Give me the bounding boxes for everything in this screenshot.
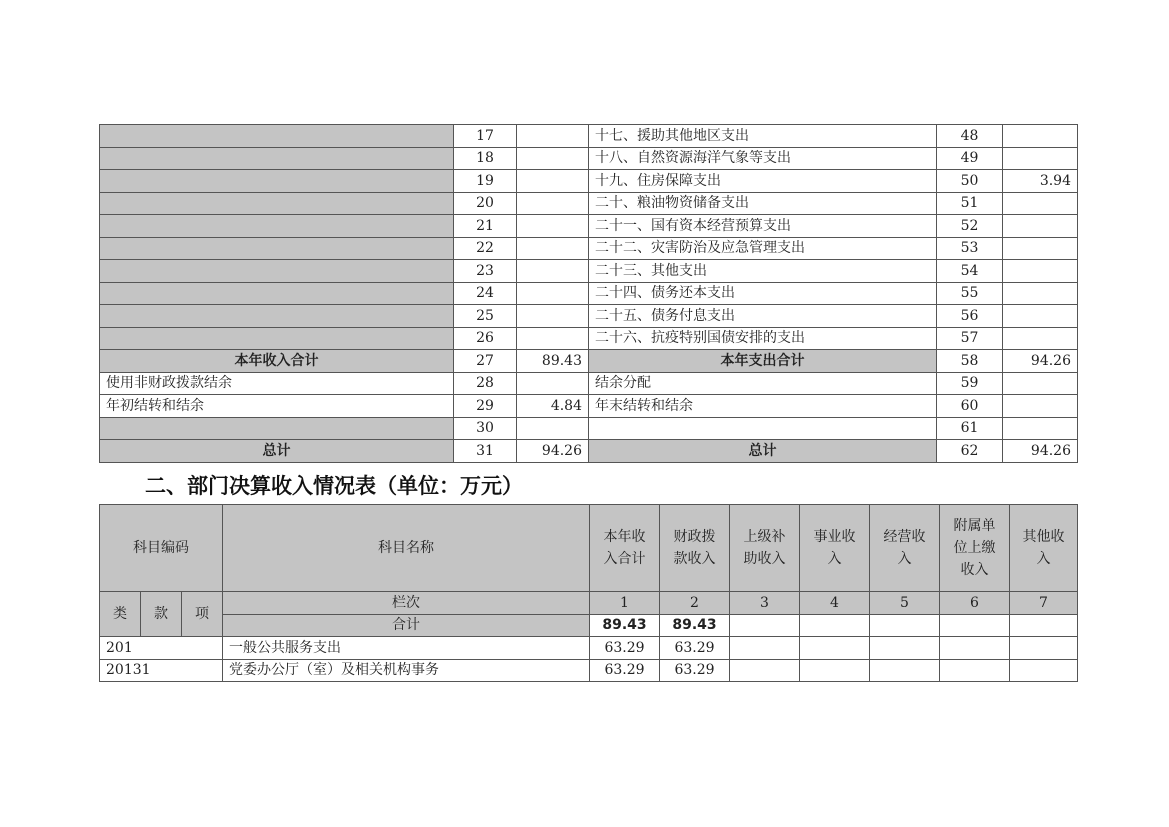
total-value <box>1010 614 1078 637</box>
income-amount: 94.26 <box>517 440 589 463</box>
expense-amount <box>1003 305 1078 328</box>
income-item-label <box>100 237 454 260</box>
expense-amount <box>1003 395 1078 418</box>
subject-name: 一般公共服务支出 <box>223 637 590 660</box>
xiang-header: 项 <box>182 592 223 637</box>
income-line-no: 30 <box>454 417 517 440</box>
income-item-label <box>100 215 454 238</box>
expense-line-no: 51 <box>937 192 1003 215</box>
income-rows <box>100 637 1078 682</box>
income-line-no: 23 <box>454 260 517 283</box>
col-header: 上级补 助收入 <box>730 505 800 592</box>
total-value: 89.43 <box>590 614 660 637</box>
expense-item-label: 二十五、债务付息支出 <box>589 305 937 328</box>
expense-item-label <box>589 417 937 440</box>
expense-item-label: 本年支出合计 <box>589 350 937 373</box>
expense-amount: 94.26 <box>1003 440 1078 463</box>
expense-amount <box>1003 215 1078 238</box>
col-header: 附属单 位上缴 收入 <box>940 505 1010 592</box>
section-title: 二、部门决算收入情况表（单位：万元） <box>145 474 523 498</box>
income-item-label: 总计 <box>100 440 454 463</box>
col-header: 财政拨 款收入 <box>660 505 730 592</box>
expense-item-label: 结余分配 <box>589 372 937 395</box>
income-line-no: 29 <box>454 395 517 418</box>
expense-item-label: 二十一、国有资本经营预算支出 <box>589 215 937 238</box>
income-value: 63.29 <box>660 637 730 660</box>
income-line-no: 22 <box>454 237 517 260</box>
expense-amount <box>1003 237 1078 260</box>
income-line-no: 26 <box>454 327 517 350</box>
lanci-num: 7 <box>1010 592 1078 615</box>
total-value <box>870 614 940 637</box>
fund-summary-row <box>100 170 1078 193</box>
income-value: 63.29 <box>660 659 730 682</box>
expense-amount <box>1003 282 1078 305</box>
income-item-label <box>100 417 454 440</box>
lanci-num: 2 <box>660 592 730 615</box>
income-amount: 4.84 <box>517 395 589 418</box>
fund-summary-row <box>100 125 1078 148</box>
fund-summary-row <box>100 147 1078 170</box>
income-row <box>100 637 1078 660</box>
income-table-header-row <box>100 505 1078 592</box>
col-header: 事业收 入 <box>800 505 870 592</box>
income-item-label <box>100 125 454 148</box>
income-line-no: 19 <box>454 170 517 193</box>
expense-line-no: 52 <box>937 215 1003 238</box>
expense-line-no: 62 <box>937 440 1003 463</box>
income-item-label <box>100 192 454 215</box>
expense-amount <box>1003 327 1078 350</box>
expense-line-no: 59 <box>937 372 1003 395</box>
expense-line-no: 53 <box>937 237 1003 260</box>
income-line-no: 20 <box>454 192 517 215</box>
fund-summary-row <box>100 440 1078 463</box>
income-value: 63.29 <box>590 659 660 682</box>
expense-line-no: 58 <box>937 350 1003 373</box>
income-value <box>940 637 1010 660</box>
expense-line-no: 57 <box>937 327 1003 350</box>
income-value <box>730 637 800 660</box>
income-line-no: 21 <box>454 215 517 238</box>
expense-item-label: 十九、住房保障支出 <box>589 170 937 193</box>
income-amount <box>517 170 589 193</box>
expense-item-label: 年末结转和结余 <box>589 395 937 418</box>
col-header: 其他收 入 <box>1010 505 1078 592</box>
income-amount <box>517 417 589 440</box>
expense-item-label: 总计 <box>589 440 937 463</box>
income-value: 63.29 <box>590 637 660 660</box>
fund-summary-row <box>100 327 1078 350</box>
expense-item-label: 二十、粮油物资储备支出 <box>589 192 937 215</box>
income-amount <box>517 305 589 328</box>
col-header: 经营收 入 <box>870 505 940 592</box>
lanci-num: 5 <box>870 592 940 615</box>
expense-amount <box>1003 147 1078 170</box>
income-table <box>99 504 1078 682</box>
income-value <box>870 659 940 682</box>
income-item-label <box>100 260 454 283</box>
lanci-num: 3 <box>730 592 800 615</box>
expense-item-label: 二十三、其他支出 <box>589 260 937 283</box>
fund-summary-row <box>100 282 1078 305</box>
fund-summary-row <box>100 417 1078 440</box>
income-amount <box>517 147 589 170</box>
expense-item-label: 二十四、债务还本支出 <box>589 282 937 305</box>
expense-item-label: 二十二、灾害防治及应急管理支出 <box>589 237 937 260</box>
income-amount <box>517 327 589 350</box>
income-line-no: 31 <box>454 440 517 463</box>
income-line-no: 17 <box>454 125 517 148</box>
fund-summary-table <box>99 124 1078 463</box>
lanci-num: 4 <box>800 592 870 615</box>
income-line-no: 28 <box>454 372 517 395</box>
income-amount <box>517 372 589 395</box>
lanci-label: 栏次 <box>223 592 590 615</box>
total-label: 合计 <box>223 614 590 637</box>
kuan-header: 款 <box>141 592 182 637</box>
expense-item-label: 十七、援助其他地区支出 <box>589 125 937 148</box>
income-item-label: 使用非财政拨款结余 <box>100 372 454 395</box>
income-amount <box>517 282 589 305</box>
income-amount <box>517 125 589 148</box>
subject-name: 党委办公厅（室）及相关机构事务 <box>223 659 590 682</box>
expense-line-no: 48 <box>937 125 1003 148</box>
fund-summary-row <box>100 395 1078 418</box>
lanci-num: 6 <box>940 592 1010 615</box>
expense-item-label: 十八、自然资源海洋气象等支出 <box>589 147 937 170</box>
income-value <box>940 659 1010 682</box>
income-item-label: 本年收入合计 <box>100 350 454 373</box>
expense-line-no: 60 <box>937 395 1003 418</box>
income-amount <box>517 192 589 215</box>
fund-summary-row <box>100 372 1078 395</box>
fund-summary-row <box>100 237 1078 260</box>
income-item-label <box>100 282 454 305</box>
subject-code: 201 <box>100 637 223 660</box>
income-item-label: 年初结转和结余 <box>100 395 454 418</box>
income-item-label <box>100 305 454 328</box>
fund-summary-row <box>100 215 1078 238</box>
income-value <box>800 659 870 682</box>
income-amount <box>517 260 589 283</box>
name-header: 科目名称 <box>223 505 590 592</box>
income-amount: 89.43 <box>517 350 589 373</box>
income-row <box>100 659 1078 682</box>
income-item-label <box>100 327 454 350</box>
fund-summary-row <box>100 192 1078 215</box>
col-header: 本年收 入合计 <box>590 505 660 592</box>
income-value <box>870 637 940 660</box>
expense-line-no: 56 <box>937 305 1003 328</box>
fund-summary-row <box>100 305 1078 328</box>
expense-item-label: 二十六、抗疫特别国债安排的支出 <box>589 327 937 350</box>
income-amount <box>517 215 589 238</box>
income-line-no: 27 <box>454 350 517 373</box>
expense-line-no: 49 <box>937 147 1003 170</box>
lei-header: 类 <box>100 592 141 637</box>
income-line-no: 18 <box>454 147 517 170</box>
income-item-label <box>100 170 454 193</box>
expense-line-no: 61 <box>937 417 1003 440</box>
expense-amount <box>1003 192 1078 215</box>
income-amount <box>517 237 589 260</box>
total-value <box>940 614 1010 637</box>
total-value <box>730 614 800 637</box>
income-value <box>730 659 800 682</box>
expense-line-no: 54 <box>937 260 1003 283</box>
income-value <box>1010 659 1078 682</box>
expense-line-no: 55 <box>937 282 1003 305</box>
total-row <box>100 614 1078 637</box>
expense-amount <box>1003 125 1078 148</box>
expense-amount <box>1003 417 1078 440</box>
income-item-label <box>100 147 454 170</box>
lanci-num: 1 <box>590 592 660 615</box>
code-header: 科目编码 <box>100 505 223 592</box>
income-value <box>1010 637 1078 660</box>
expense-amount: 3.94 <box>1003 170 1078 193</box>
income-line-no: 24 <box>454 282 517 305</box>
expense-amount <box>1003 372 1078 395</box>
lanci-row <box>100 592 1078 615</box>
total-value <box>800 614 870 637</box>
total-value: 89.43 <box>660 614 730 637</box>
fund-summary-body <box>100 125 1078 463</box>
fund-summary-row <box>100 350 1078 373</box>
income-value <box>800 637 870 660</box>
expense-amount <box>1003 260 1078 283</box>
income-line-no: 25 <box>454 305 517 328</box>
fund-summary-row <box>100 260 1078 283</box>
expense-line-no: 50 <box>937 170 1003 193</box>
expense-amount: 94.26 <box>1003 350 1078 373</box>
subject-code: 20131 <box>100 659 223 682</box>
